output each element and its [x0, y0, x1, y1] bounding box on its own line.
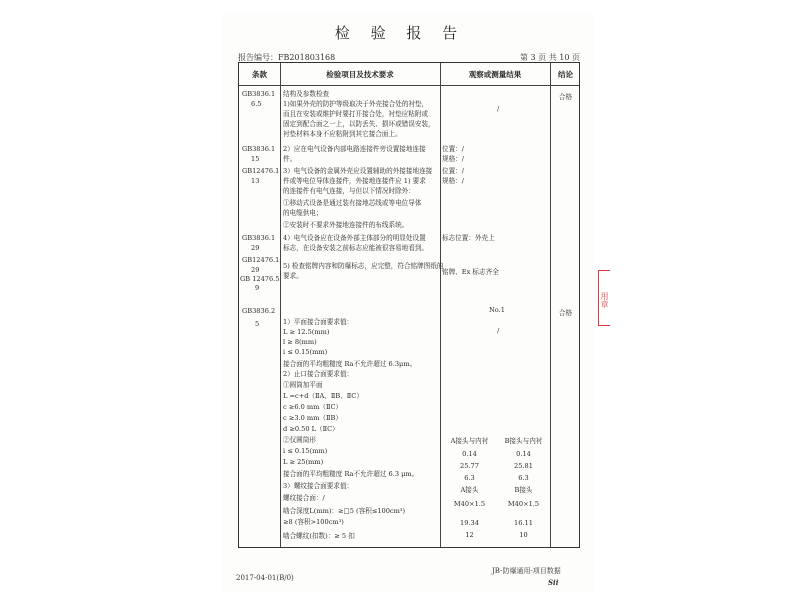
req-line: 标志，在设备安装之前标志应能被很容易地看到。 [283, 244, 429, 252]
req-line: c ≥3.0 mm（ⅡB） [283, 414, 342, 422]
obs-value: 6.3 [464, 474, 475, 482]
col-divider [440, 63, 441, 547]
req-line: L ≥ 12.5(mm) [283, 328, 330, 336]
col-divider [280, 63, 281, 547]
obs-value: / [497, 105, 500, 113]
clause: GB3836.1 [242, 145, 276, 153]
req-line: 3）螺纹接合面要求值： [283, 482, 354, 490]
req-line: 固定到配合面之一上，以防丢失、损坏或错误安装， [283, 120, 435, 128]
obs-value: 16.11 [514, 519, 533, 527]
req-line: 螺纹接合面：/ [283, 494, 325, 502]
clause: GB12476.1 [242, 256, 280, 264]
obs-value: 位置：/ [442, 145, 465, 153]
obs-value: 0.14 [516, 450, 531, 458]
obs-value: No.1 [489, 306, 505, 314]
report-number: 报告编号：FB201803168 [238, 53, 336, 62]
obs-value: 6.3 [518, 474, 529, 482]
req-line: ①圆筒加平面 [283, 381, 323, 389]
clause: 5 [255, 320, 260, 328]
req-line: 2）应在电气设备内部电路连接件旁设置接地连接 [283, 145, 426, 153]
col-divider [550, 63, 551, 547]
obs-value: 25.81 [514, 462, 533, 470]
req-line: 1)如果外壳的防护等级取决于外壳接合处的衬垫， [283, 100, 429, 108]
footer-date: 2017-04-01(B/0) [236, 574, 294, 582]
header-result: 观察或测量结果 [468, 70, 522, 79]
req-line: 1）平面接合面要求值： [283, 318, 354, 326]
clause: GB12476.1 [242, 167, 280, 175]
clause: 29 [251, 244, 260, 252]
req-line: ≥8 (容积>100cm³) [283, 518, 344, 526]
obs-value: M40×1.5 [507, 500, 540, 508]
req-line: 3）电气设备的金属外壳应设置辅助的外接接地连接 [283, 167, 433, 175]
footer-doc-type: JB-防爆通用-项目数据 [492, 567, 561, 575]
obs-value: 标志位置：外壳上 [442, 234, 495, 242]
obs-value: 0.14 [462, 450, 477, 458]
obs-value: / [497, 327, 500, 335]
req-line: ②安装时不要求外接地连接件的布线系统。 [283, 221, 409, 229]
inspection-table [238, 62, 580, 548]
req-line: i ≤ 0.15(mm) [283, 348, 328, 356]
page-info: 第 3 页 共 10 页 [520, 53, 580, 62]
req-line: 件。 [283, 155, 297, 163]
req-line: d ≥0.50 L（ⅡC） [283, 425, 339, 433]
req-line: 件或等电位导体连接件，外接地连接件应 1) 要求 [283, 177, 426, 185]
req-line: 的连接件有电气连接，与但以下情况时除外： [283, 187, 415, 195]
clause: 29 [251, 266, 260, 274]
header-conclusion: 结论 [558, 70, 573, 79]
req-line: 的电缆供电； [283, 209, 323, 217]
clause: 15 [251, 155, 260, 163]
req-line: 4）电气设备应在设备外部主体部分的明显处设置 [283, 234, 426, 242]
obs-value: A接头 [460, 486, 479, 494]
obs-value: 25.77 [460, 462, 479, 470]
obs-value: M40×1.5 [453, 500, 486, 508]
obs-value: 规格：/ [442, 177, 465, 185]
obs-value: 位置：/ [442, 167, 465, 175]
req-line: L ≥ 25(mm) [283, 458, 324, 466]
req-line: ②仅圆筒形 [283, 436, 316, 444]
clause: GB3836.1 [242, 90, 276, 98]
clause: GB 12476.5 [240, 275, 280, 283]
obs-value: B接头与内衬 [504, 437, 543, 445]
clause: 13 [251, 177, 260, 185]
obs-value: 规格：/ [442, 155, 465, 163]
req-line: i ≤ 0.15(mm) [283, 447, 328, 455]
conclusion: 合格 [558, 93, 573, 101]
clause: GB3836.1 [242, 234, 276, 242]
req-line: c ≥6.0 mm（ⅡC） [283, 403, 343, 411]
req-line: 而且在安装或维护时要打开接合处，衬垫应粘附或 [283, 110, 429, 118]
footer-mark: Sii [548, 578, 559, 587]
report-title: 检 验 报 告 [334, 24, 466, 42]
conclusion: 合格 [558, 309, 573, 317]
req-line: 啮合螺纹(扣数)：≥ 5 扣 [283, 532, 355, 540]
clause: 6.5 [251, 100, 262, 108]
header-clause: 条款 [252, 70, 267, 79]
req-line: ①移动式设备是通过装有接地芯线或等电位导体 [283, 199, 422, 207]
req-line: 啮合深度L(mm)：≥□5 (容积≤100cm³) [283, 507, 406, 515]
req-line: 结构及参数检查 [283, 90, 330, 98]
obs-value: 铭牌、Ex 标志齐全 [442, 268, 499, 276]
obs-value: 12 [465, 531, 474, 539]
header-divider [239, 85, 579, 86]
req-line: 接合面的平均粗糙度 Ra不允许超过 6.3 μm。 [283, 470, 419, 478]
obs-value: 10 [519, 531, 528, 539]
clause: 9 [255, 284, 260, 292]
obs-value: B接头 [514, 486, 533, 494]
req-line: 要求。 [283, 272, 303, 280]
clause: GB3836.2 [242, 307, 276, 315]
req-line: 5) 检查铭牌内容和防爆标志，应完整，符合铭牌图纸的 [283, 262, 444, 270]
header-requirement: 检验项目及技术要求 [326, 70, 394, 79]
req-line: l ≥ 8(mm) [283, 338, 317, 346]
req-line: L =c+d（ⅡA、ⅡB、ⅡC） [283, 392, 363, 400]
req-line: 2）止口接合面要求值： [283, 370, 354, 378]
obs-value: 19.34 [460, 519, 479, 527]
req-line: 衬垫材料本身不应粘附到其它接合面上。 [283, 130, 402, 138]
obs-value: A接头与内衬 [450, 437, 489, 445]
req-line: 接合面的平均粗糙度 Ra不允许超过 6.3μm。 [283, 360, 417, 368]
red-seal-stamp: 用章 [598, 270, 610, 326]
